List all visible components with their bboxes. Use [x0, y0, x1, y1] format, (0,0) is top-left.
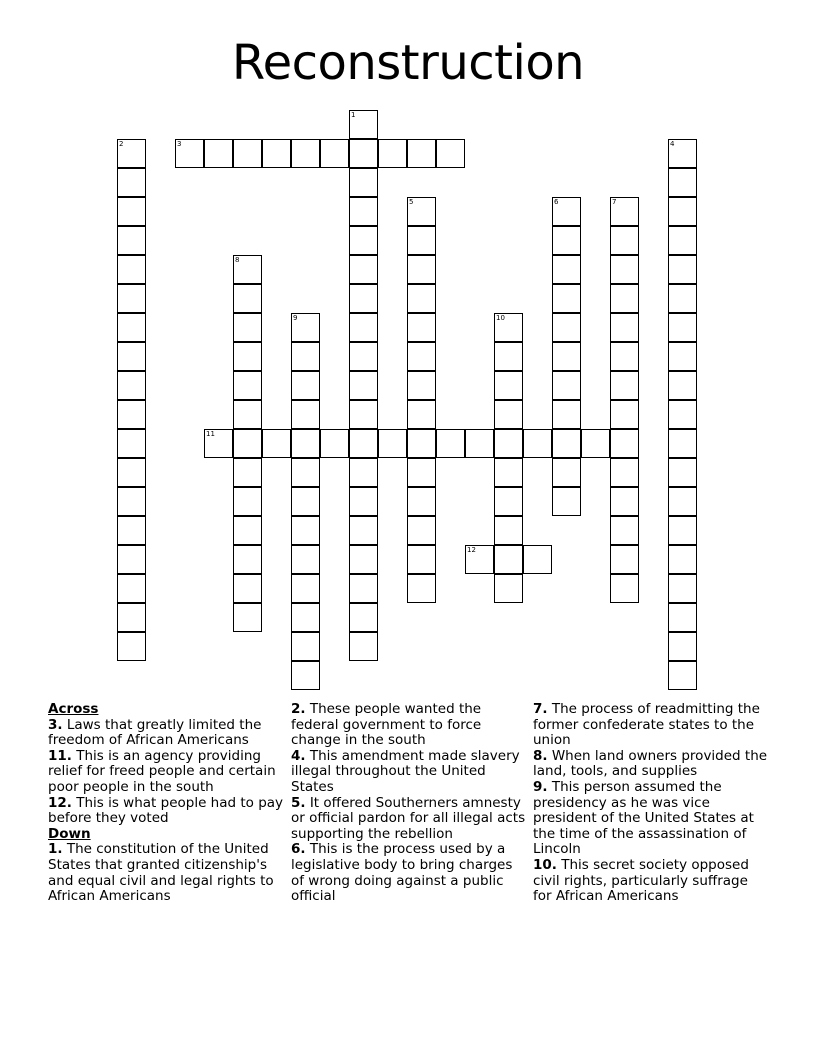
crossword-cell[interactable] — [349, 342, 378, 371]
clue-number: 8. — [533, 747, 548, 764]
crossword-cell[interactable] — [291, 139, 320, 168]
crossword-cell[interactable] — [494, 342, 523, 371]
crossword-cell[interactable] — [407, 255, 436, 284]
clue-text: This is the process used by a legislative body to bring charges of wrong doing against a public official — [291, 841, 513, 905]
crossword-cell[interactable] — [523, 429, 552, 458]
crossword-cell[interactable] — [494, 400, 523, 429]
clue-text: These people wanted the federal government to force change in the south — [291, 701, 482, 749]
crossword-cell[interactable] — [494, 487, 523, 516]
crossword-cell[interactable] — [349, 574, 378, 603]
crossword-cell[interactable] — [349, 516, 378, 545]
crossword-cell[interactable] — [291, 400, 320, 429]
crossword-cell[interactable] — [610, 197, 639, 226]
crossword-cell[interactable] — [117, 429, 146, 458]
crossword-cell[interactable] — [233, 342, 262, 371]
cell-number: 8 — [235, 256, 240, 264]
crossword-cell[interactable] — [610, 313, 639, 342]
crossword-cell[interactable] — [668, 429, 697, 458]
crossword-cell[interactable] — [117, 400, 146, 429]
crossword-cell[interactable] — [668, 284, 697, 313]
crossword-cell[interactable] — [668, 545, 697, 574]
clue-across-12 — [48, 796, 284, 827]
crossword-cell[interactable] — [494, 371, 523, 400]
cell-number: 5 — [409, 198, 414, 206]
cell-number: 1 — [351, 111, 356, 119]
clue-text: Laws that greatly limited the freedom of African Americans — [48, 716, 262, 749]
clue-text: The process of readmitting the former confederate states to the union — [533, 701, 760, 749]
crossword-cell[interactable] — [320, 429, 349, 458]
crossword-cell[interactable] — [668, 516, 697, 545]
crossword-cell[interactable] — [117, 516, 146, 545]
crossword-cell[interactable] — [262, 429, 291, 458]
crossword-cell[interactable] — [494, 574, 523, 603]
crossword-cell[interactable] — [610, 487, 639, 516]
crossword-cell[interactable] — [291, 313, 320, 342]
cell-number: 11 — [206, 430, 215, 438]
clue-down-2 — [291, 702, 527, 749]
clue-column-3 — [533, 702, 769, 905]
crossword-cell[interactable] — [291, 429, 320, 458]
clue-down-4 — [291, 749, 527, 796]
crossword-cell[interactable] — [233, 284, 262, 313]
crossword-cell[interactable] — [117, 487, 146, 516]
crossword-cell[interactable] — [610, 429, 639, 458]
crossword-cell[interactable] — [117, 632, 146, 661]
clue-text: When land owners provided the land, tools, and supplies — [533, 747, 768, 780]
crossword-cell[interactable] — [378, 139, 407, 168]
crossword-cell[interactable] — [668, 197, 697, 226]
clue-number: 2. — [291, 701, 306, 717]
cell-number: 12 — [467, 546, 476, 554]
crossword-cell[interactable] — [117, 545, 146, 574]
crossword-cell[interactable] — [407, 197, 436, 226]
crossword-cell[interactable] — [349, 168, 378, 197]
crossword-cell[interactable] — [407, 400, 436, 429]
crossword-cell[interactable] — [668, 255, 697, 284]
crossword-cell[interactable] — [291, 458, 320, 487]
crossword-cell[interactable] — [233, 545, 262, 574]
cell-number: 9 — [293, 314, 298, 322]
crossword-cell[interactable] — [668, 661, 697, 690]
crossword-cell[interactable] — [117, 139, 146, 168]
crossword-cell[interactable] — [552, 400, 581, 429]
crossword-cell[interactable] — [668, 487, 697, 516]
crossword-cell[interactable] — [668, 139, 697, 168]
crossword-cell[interactable] — [233, 516, 262, 545]
crossword-cell[interactable] — [552, 371, 581, 400]
crossword-cell[interactable] — [204, 139, 233, 168]
clue-number: 6. — [291, 841, 306, 858]
crossword-cell[interactable] — [117, 197, 146, 226]
crossword-cell[interactable] — [117, 603, 146, 632]
crossword-cell[interactable] — [291, 661, 320, 690]
crossword-cell[interactable] — [552, 255, 581, 284]
clue-down-9 — [533, 780, 769, 858]
crossword-cell[interactable] — [175, 139, 204, 168]
crossword-cell[interactable] — [204, 429, 233, 458]
crossword-cell[interactable] — [233, 429, 262, 458]
crossword-cell[interactable] — [668, 371, 697, 400]
crossword-cell[interactable] — [262, 139, 291, 168]
crossword-cell[interactable] — [610, 458, 639, 487]
crossword-cell[interactable] — [494, 545, 523, 574]
clue-number: 4. — [291, 747, 306, 764]
clue-number: 9. — [533, 778, 548, 795]
crossword-cell[interactable] — [117, 284, 146, 313]
crossword-cell[interactable] — [610, 342, 639, 371]
crossword-cell[interactable] — [668, 458, 697, 487]
crossword-cell[interactable] — [407, 284, 436, 313]
crossword-cell[interactable] — [610, 371, 639, 400]
crossword-cell[interactable] — [668, 168, 697, 197]
clue-down-10 — [533, 858, 769, 905]
crossword-cell[interactable] — [291, 545, 320, 574]
crossword-cell[interactable] — [552, 284, 581, 313]
crossword-cell[interactable] — [407, 139, 436, 168]
across-heading: Across — [48, 701, 99, 717]
crossword-cell[interactable] — [349, 429, 378, 458]
crossword-cell[interactable] — [610, 516, 639, 545]
crossword-cell[interactable] — [668, 632, 697, 661]
crossword-cell[interactable] — [436, 429, 465, 458]
crossword-cell[interactable] — [291, 487, 320, 516]
crossword-cell[interactable] — [523, 545, 552, 574]
clue-number: 1. — [48, 841, 63, 858]
clue-number: 10. — [533, 856, 557, 873]
crossword-cell[interactable] — [407, 516, 436, 545]
crossword-cell[interactable] — [291, 632, 320, 661]
crossword-cell[interactable] — [233, 400, 262, 429]
clue-down-6 — [291, 842, 527, 904]
crossword-cell[interactable] — [407, 371, 436, 400]
crossword-cell[interactable] — [320, 139, 349, 168]
crossword-cell[interactable] — [668, 226, 697, 255]
clue-text: The constitution of the United States that granted citizenship's and equal civil and legal rights to African Americans — [48, 841, 274, 905]
crossword-cell[interactable] — [494, 516, 523, 545]
crossword-cell[interactable] — [552, 226, 581, 255]
crossword-cell[interactable] — [465, 545, 494, 574]
crossword-cell[interactable] — [233, 603, 262, 632]
clue-number: 12. — [48, 794, 72, 811]
crossword-cell[interactable] — [552, 429, 581, 458]
crossword-cell[interactable] — [581, 429, 610, 458]
crossword-cell[interactable] — [117, 168, 146, 197]
crossword-cell[interactable] — [233, 371, 262, 400]
crossword-cell[interactable] — [349, 487, 378, 516]
cell-number: 6 — [554, 198, 559, 206]
crossword-cell[interactable] — [349, 284, 378, 313]
crossword-cell[interactable] — [117, 342, 146, 371]
crossword-cell[interactable] — [552, 342, 581, 371]
crossword-cell[interactable] — [668, 603, 697, 632]
crossword-cell[interactable] — [291, 371, 320, 400]
clue-across-11 — [48, 749, 284, 796]
crossword-cell[interactable] — [349, 139, 378, 168]
crossword-cell[interactable] — [349, 545, 378, 574]
clue-number: 11. — [48, 747, 72, 764]
crossword-cell[interactable] — [349, 371, 378, 400]
crossword-cell[interactable] — [117, 226, 146, 255]
crossword-cell[interactable] — [291, 603, 320, 632]
crossword-cell[interactable] — [233, 574, 262, 603]
clue-text: It offered Southerners amnesty or official pardon for all illegal acts supporting the rebellion — [291, 794, 526, 842]
clue-text: This amendment made slavery illegal throughout the United States — [291, 747, 520, 795]
crossword-cell[interactable] — [291, 574, 320, 603]
crossword-cell[interactable] — [407, 545, 436, 574]
crossword-cell[interactable] — [349, 110, 378, 139]
clue-column-2 — [291, 702, 527, 905]
crossword-cell[interactable] — [552, 197, 581, 226]
crossword-cell[interactable] — [465, 429, 494, 458]
crossword-cell[interactable] — [610, 574, 639, 603]
clue-text: This is an agency providing relief for freed people and certain poor people in the south — [48, 747, 276, 795]
crossword-cell[interactable] — [407, 226, 436, 255]
crossword-cell[interactable] — [349, 226, 378, 255]
crossword-cell[interactable] — [668, 342, 697, 371]
crossword-cell[interactable] — [436, 139, 465, 168]
crossword-cell[interactable] — [610, 226, 639, 255]
crossword-cell[interactable] — [117, 458, 146, 487]
crossword-cell[interactable] — [552, 458, 581, 487]
crossword-cell[interactable] — [668, 313, 697, 342]
crossword-cell[interactable] — [610, 255, 639, 284]
crossword-cell[interactable] — [233, 458, 262, 487]
crossword-cell[interactable] — [291, 342, 320, 371]
crossword-cell[interactable] — [552, 313, 581, 342]
clue-across-3 — [48, 718, 284, 749]
crossword-cell[interactable] — [349, 197, 378, 226]
down-heading: Down — [48, 825, 91, 842]
crossword-cell[interactable] — [494, 313, 523, 342]
crossword-cell[interactable] — [233, 487, 262, 516]
clue-number: 5. — [291, 794, 306, 811]
clue-down-1 — [48, 842, 284, 904]
clue-column-1 — [48, 702, 284, 905]
clue-down-8 — [533, 749, 769, 780]
cell-number: 2 — [119, 140, 124, 148]
crossword-cell[interactable] — [233, 255, 262, 284]
crossword-cell[interactable] — [117, 313, 146, 342]
crossword-cell[interactable] — [407, 574, 436, 603]
crossword-cell[interactable] — [117, 255, 146, 284]
crossword-cell[interactable] — [668, 574, 697, 603]
crossword-cell[interactable] — [610, 400, 639, 429]
crossword-cell[interactable] — [349, 313, 378, 342]
clue-text: This is what people had to pay before they voted — [48, 794, 284, 827]
crossword-cell[interactable] — [494, 429, 523, 458]
clue-down-7 — [533, 702, 769, 749]
clue-number: 7. — [533, 701, 548, 717]
crossword-cell[interactable] — [494, 458, 523, 487]
crossword-cell[interactable] — [668, 400, 697, 429]
crossword-cell[interactable] — [349, 603, 378, 632]
crossword-cell[interactable] — [117, 371, 146, 400]
crossword-cell[interactable] — [407, 458, 436, 487]
cell-number: 3 — [177, 140, 182, 148]
clue-number: 3. — [48, 716, 63, 733]
crossword-cell[interactable] — [610, 284, 639, 313]
cell-number: 10 — [496, 314, 505, 322]
crossword-cell[interactable] — [117, 574, 146, 603]
clue-text: This person assumed the presidency as he was vice president of the United States at the time of the assassination of Lincoln — [533, 778, 754, 858]
crossword-cell[interactable] — [349, 255, 378, 284]
cell-number: 4 — [670, 140, 675, 148]
crossword-cell[interactable] — [233, 139, 262, 168]
crossword-cell[interactable] — [291, 516, 320, 545]
crossword-cell[interactable] — [349, 632, 378, 661]
crossword-cell[interactable] — [349, 400, 378, 429]
crossword-cell[interactable] — [407, 342, 436, 371]
crossword-cell[interactable] — [552, 487, 581, 516]
crossword-cell[interactable] — [407, 429, 436, 458]
crossword-cell[interactable] — [378, 429, 407, 458]
crossword-cell[interactable] — [407, 487, 436, 516]
crossword-cell[interactable] — [233, 313, 262, 342]
cell-number: 7 — [612, 198, 617, 206]
crossword-cell[interactable] — [407, 313, 436, 342]
page-title: Reconstruction — [231, 35, 585, 91]
crossword-cell[interactable] — [349, 458, 378, 487]
crossword-cell[interactable] — [610, 545, 639, 574]
clue-down-5 — [291, 796, 527, 843]
clue-text: This secret society opposed civil rights, particularly suffrage for African Americans — [533, 856, 749, 905]
